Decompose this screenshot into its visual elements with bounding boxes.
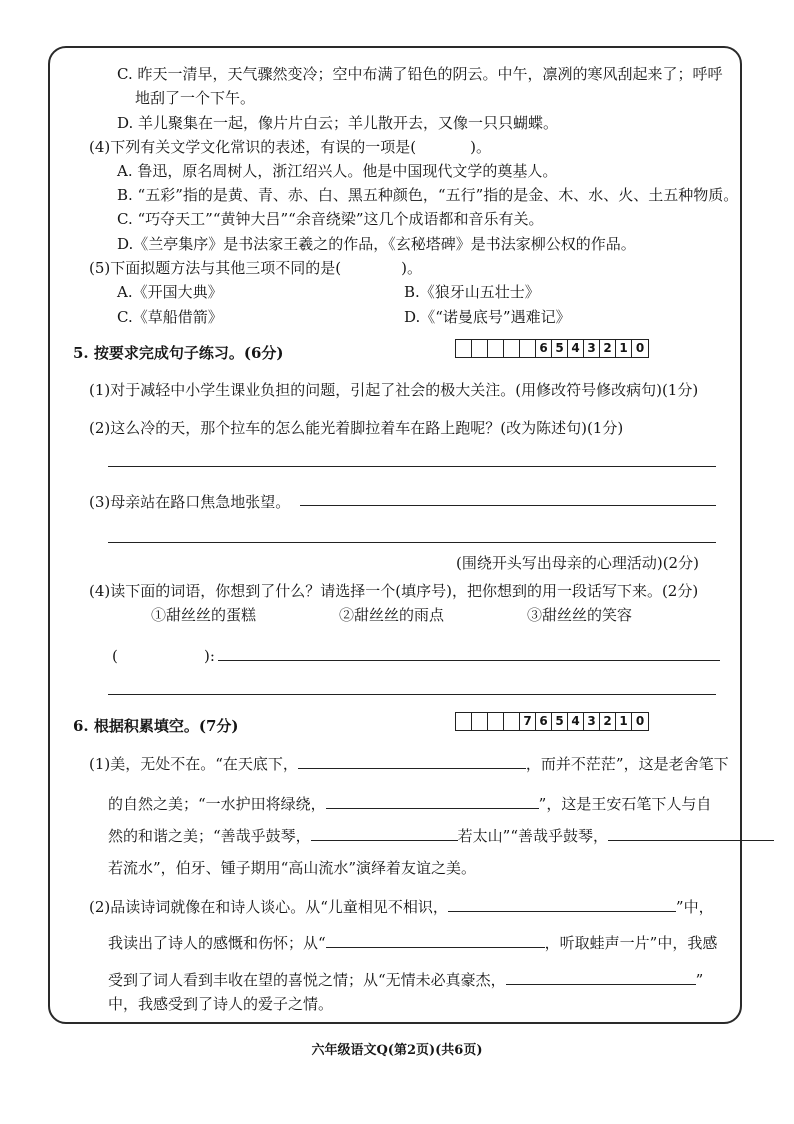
q6-2-text-b: ”中，: [675, 898, 714, 916]
q6-score-box[interactable]: [455, 712, 649, 731]
score-cell: 0: [635, 341, 645, 355]
q4-3-option-c-line1: C. 昨天一清早，天气骤然变冷；空中布满了铅色的阴云。中午，凛冽的寒风刮起来了；呼呼: [117, 65, 723, 83]
q6-title: 6. 根据积累填空。(7分): [73, 717, 239, 735]
q6-line-2: [108, 794, 711, 814]
score-cell[interactable]: [488, 340, 504, 357]
q6-2-blank-1[interactable]: [448, 897, 676, 912]
q5-sentence-4: (4)读下面的词语，你想到了什么？请选择一个(填序号)，把你想到的用一段话写下来。(2分): [89, 582, 699, 600]
score-cell: 4: [568, 340, 584, 357]
q5-sentence-1: (1)对于减轻中小学生课业负担的问题，引起了社会的极大关注。(用修改符号修改病句)(1分): [89, 381, 699, 399]
q6-line-7: [108, 970, 703, 990]
q6-1-text-b: ，而并不茫茫”，这是老舍笔下: [525, 755, 729, 773]
page-footer: 六年级语文Q(第2页)(共6页): [311, 1043, 483, 1058]
q6-1-blank-3[interactable]: [311, 826, 458, 841]
score-cell: 4: [568, 713, 584, 730]
q5-2-answer-line[interactable]: [108, 466, 716, 467]
score-cell: 6: [536, 713, 552, 730]
score-cell: 5: [552, 713, 568, 730]
score-cell[interactable]: [504, 713, 520, 730]
score-cell: 3: [584, 713, 600, 730]
score-cell[interactable]: [472, 713, 488, 730]
score-cell: 1: [616, 340, 632, 357]
score-cell: 7: [520, 713, 536, 730]
score-cell: 1: [616, 713, 632, 730]
q4-5-option-a: A.《开国大典》: [117, 283, 223, 301]
q6-line-5: [89, 897, 714, 917]
q6-1-text-f: 若太山”“善哉乎鼓琴，: [457, 827, 609, 845]
q5-4-option-2: ②甜丝丝的雨点: [339, 606, 445, 624]
score-cell: 5: [552, 340, 568, 357]
q5-4-choice-paren-open: (: [112, 647, 118, 665]
q4-4-stem-text: (4)下列有关文学文化常识的表述，有误的一项是(: [89, 138, 417, 156]
q4-5-option-b: B.《狼牙山五壮士》: [404, 283, 540, 301]
q6-1-blank-1[interactable]: [298, 754, 526, 769]
score-cell: 6: [536, 340, 552, 357]
score-cell[interactable]: [456, 340, 472, 357]
q6-line-1: [89, 754, 729, 774]
q4-4-option-c: C. “巧夺天工”“黄钟大吕”“余音绕梁”这几个成语都和音乐有关。: [117, 210, 544, 228]
q6-1-text-a: (1)美，无处不在。“在天底下，: [89, 755, 298, 773]
score-cell: 0: [635, 714, 645, 728]
q4-4-option-a: A. 鲁迅，原名周树人，浙江绍兴人。他是中国现代文学的奠基人。: [117, 162, 558, 180]
q6-2-text-a: (2)品读诗词就像在和诗人谈心。从“儿童相见不相识，: [89, 898, 448, 916]
q4-5-option-d: D.《“诺曼底号”遇难记》: [404, 308, 571, 326]
q4-4-option-d: D.《兰亭集序》是书法家王羲之的作品，《玄秘塔碑》是书法家柳公权的作品。: [117, 235, 636, 253]
q5-4-choice-paren-close: ):: [204, 647, 215, 665]
score-cell: 3: [584, 340, 600, 357]
q4-5-option-c: C.《草船借箭》: [117, 308, 223, 326]
q4-3-option-c-line2: 地刮了一个下午。: [135, 89, 256, 107]
q5-3-answer-line-1[interactable]: [300, 505, 716, 506]
q6-line-8: 中，我感受到了诗人的爱子之情。: [108, 995, 334, 1013]
q5-score-box[interactable]: [455, 339, 649, 358]
q5-sentence-2: (2)这么冷的天，那个拉车的怎么能光着脚拉着车在路上跑呢？(改为陈述句)(1分): [89, 419, 624, 437]
q6-line-4: 若流水”，伯牙、锺子期用“高山流水”演绎着友谊之美。: [108, 859, 477, 877]
score-cell[interactable]: [520, 340, 536, 357]
q5-4-option-3: ③甜丝丝的笑容: [527, 606, 633, 624]
score-cell[interactable]: [488, 713, 504, 730]
q6-2-text-e: 受到了词人看到丰收在望的喜悦之情；从“无情未必真豪杰，: [108, 971, 506, 989]
q5-3-answer-line-2[interactable]: [108, 542, 716, 543]
q6-1-text-e: 然的和谐之美；“善哉乎鼓琴，: [108, 827, 311, 845]
q4-5-stem: [89, 258, 422, 278]
q5-4-answer-line-1[interactable]: [218, 660, 720, 661]
q6-1-blank-2[interactable]: [326, 794, 539, 809]
score-cell[interactable]: [472, 340, 488, 357]
q5-sentence-3: (3)母亲站在路口焦急地张望。: [89, 493, 291, 511]
q6-2-text-f: ”: [695, 971, 704, 989]
score-cell: 2: [600, 340, 616, 357]
q6-2-text-d: ，听取蛙声一片”中，我感: [544, 934, 718, 952]
q5-3-note: (围绕开头写出母亲的心理活动)(2分): [456, 554, 699, 572]
q4-4-stem: [89, 137, 491, 157]
score-cell[interactable]: [504, 340, 520, 357]
score-cell: 2: [600, 713, 616, 730]
q4-4-option-b: B. “五彩”指的是黄、青、赤、白、黑五种颜色，“五行”指的是金、木、水、火、土五种物质。: [117, 186, 739, 204]
q6-2-blank-3[interactable]: [506, 970, 696, 985]
q5-title: 5. 按要求完成句子练习。(6分): [73, 344, 284, 362]
q5-4-answer-line-2[interactable]: [108, 694, 716, 695]
q6-1-text-d: ”，这是王安石笔下人与自: [538, 795, 712, 813]
score-cell[interactable]: [456, 713, 472, 730]
q6-line-6: [108, 933, 717, 953]
q5-4-option-1: ①甜丝丝的蛋糕: [151, 606, 257, 624]
q4-5-stem-end: )。: [401, 259, 422, 277]
q6-line-3: [108, 826, 774, 846]
q6-2-text-c: 我读出了诗人的感慨和伤怀；从“: [108, 934, 326, 952]
q6-2-blank-2[interactable]: [326, 933, 545, 948]
q6-1-text-c: 的自然之美；“一水护田将绿绕，: [108, 795, 326, 813]
q4-3-option-d: D. 羊儿聚集在一起，像片片白云；羊儿散开去，又像一只只蝴蝶。: [117, 114, 559, 132]
q4-5-stem-text: (5)下面拟题方法与其他三项不同的是(: [89, 259, 342, 277]
q4-4-stem-end: )。: [470, 138, 491, 156]
q6-1-blank-4[interactable]: [608, 826, 774, 841]
